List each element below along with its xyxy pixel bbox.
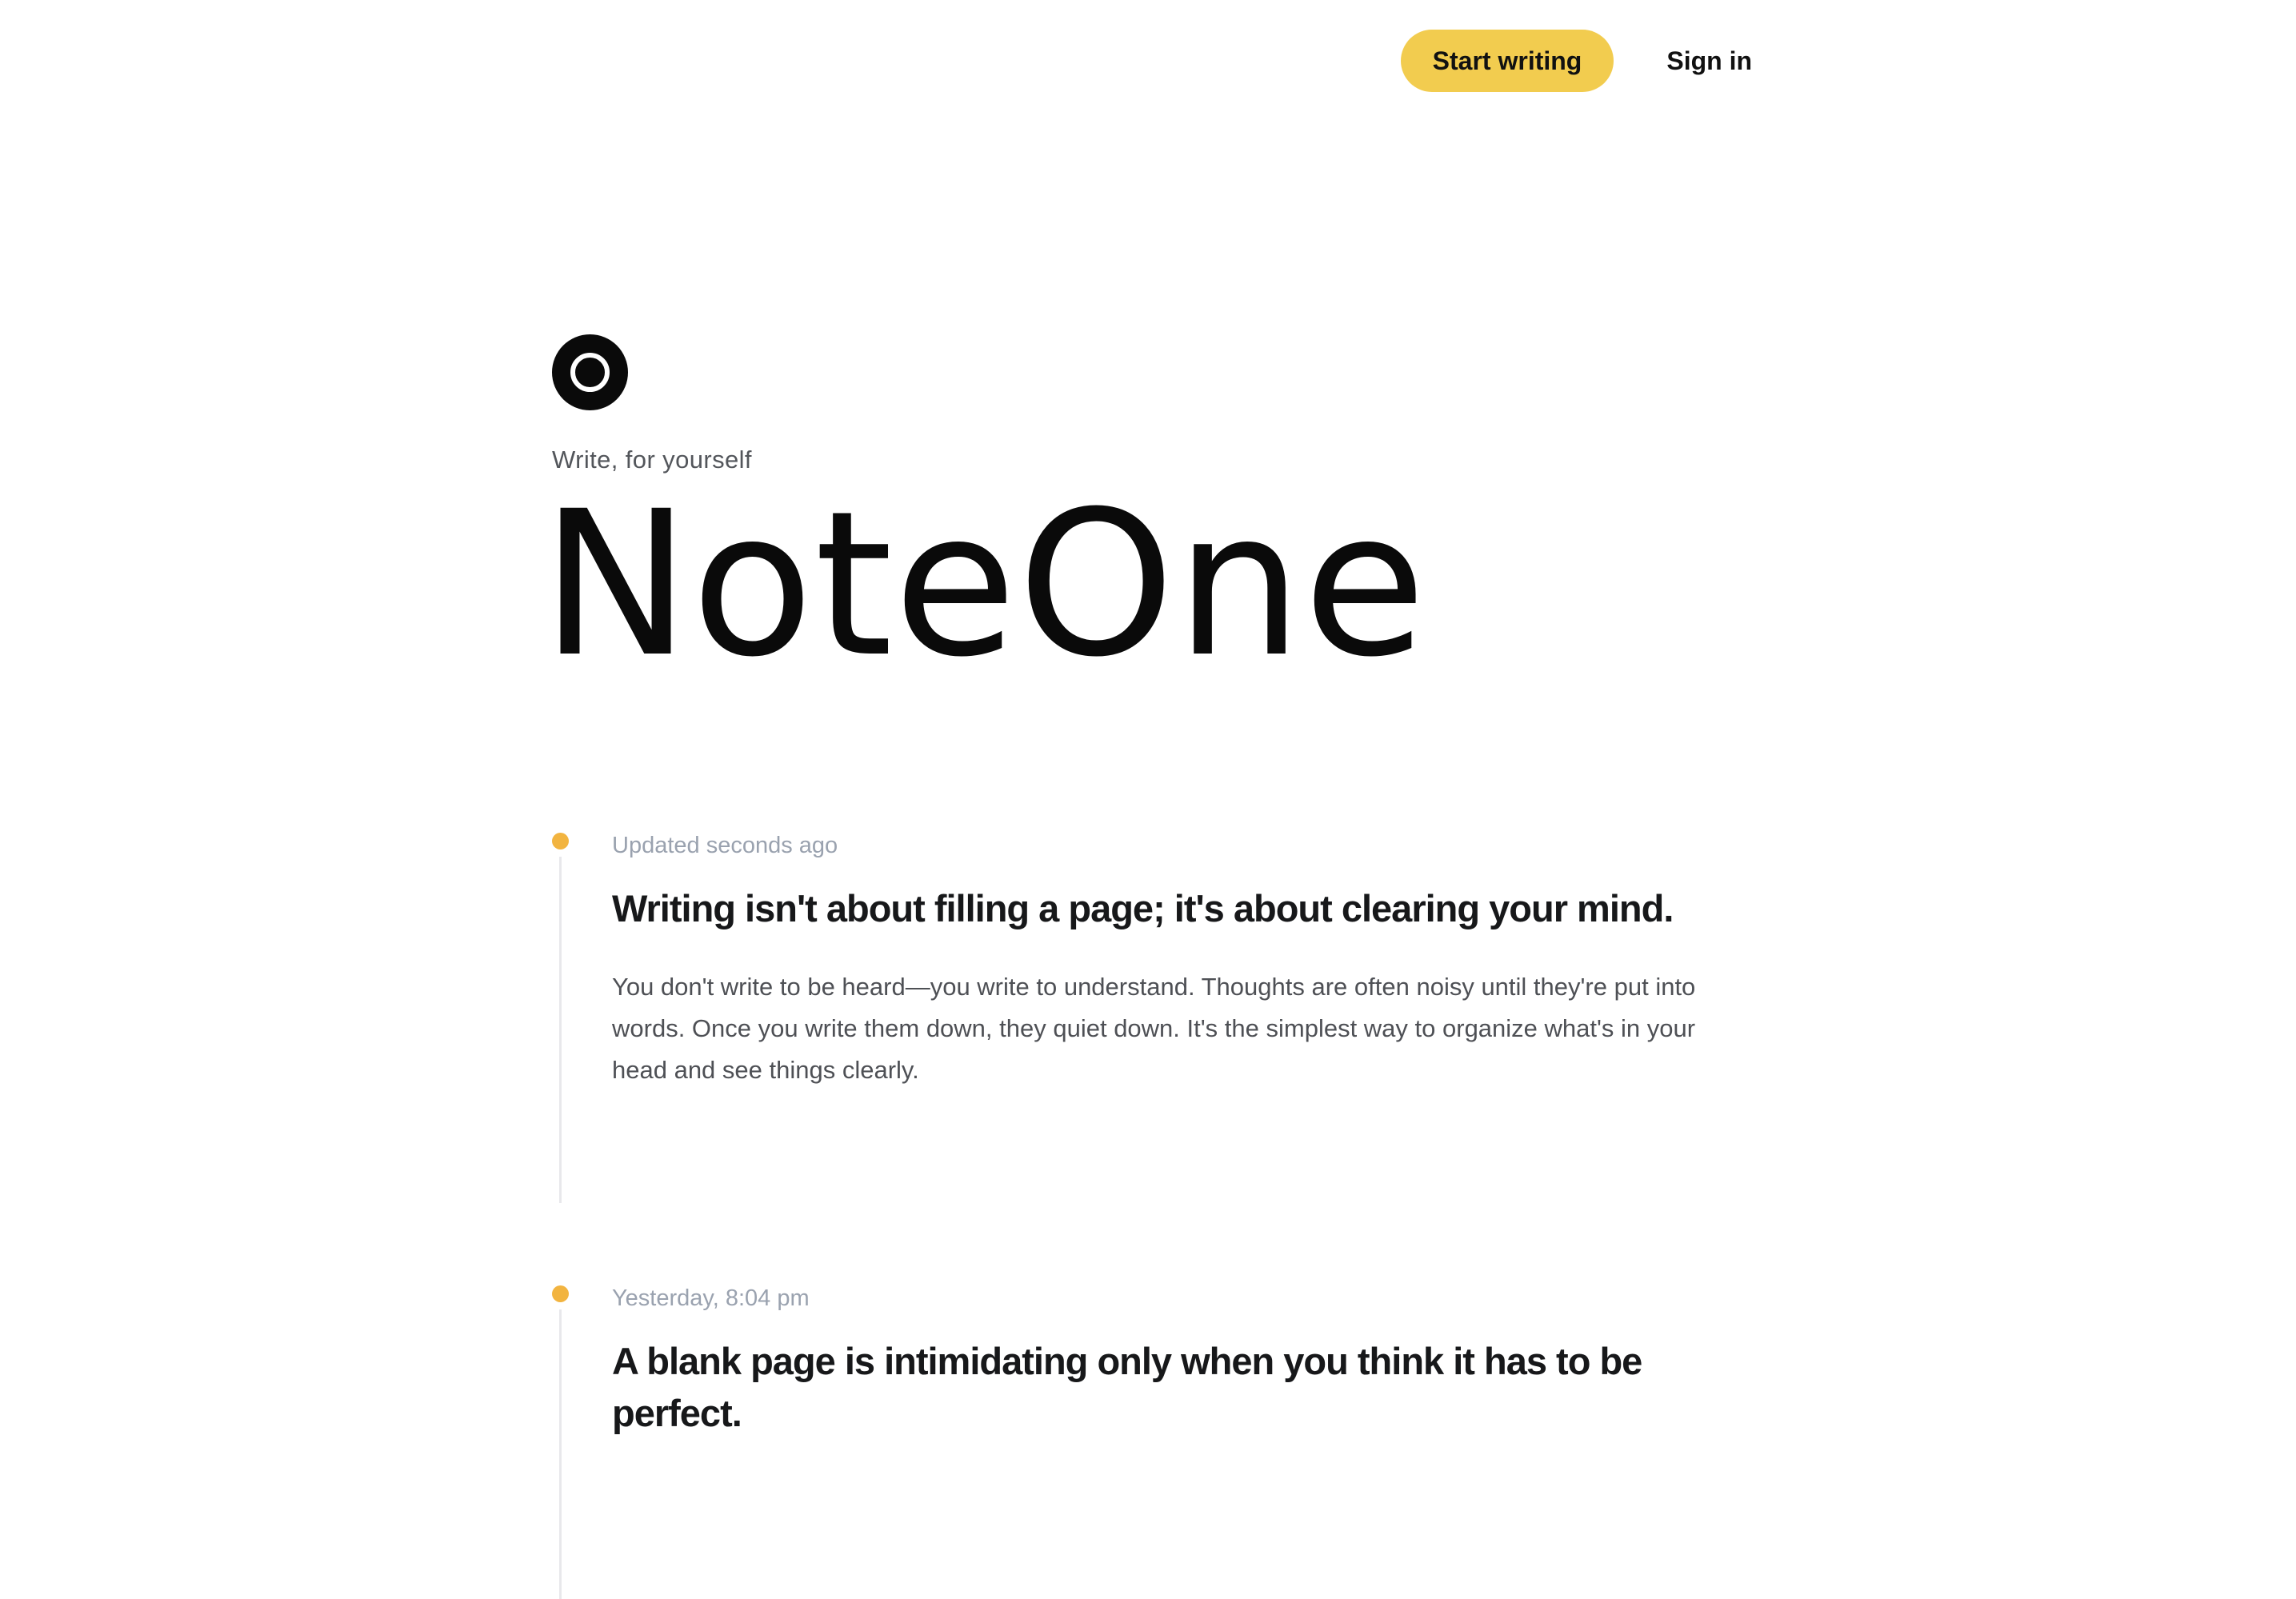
start-writing-button[interactable]: Start writing xyxy=(1401,30,1614,92)
hero-section xyxy=(541,334,1752,701)
note-timestamp: Yesterday, 8:04 pm xyxy=(612,1285,810,1311)
timeline-line xyxy=(559,1309,562,1599)
top-navigation xyxy=(544,0,1752,92)
page-container xyxy=(541,0,1752,1439)
timeline-dot-icon xyxy=(552,1285,569,1302)
timeline-line xyxy=(559,857,562,1203)
circle-ring-icon xyxy=(570,353,610,392)
note-entry xyxy=(544,1285,1752,1439)
note-timestamp: Updated seconds ago xyxy=(612,833,838,858)
brand-logo[interactable] xyxy=(552,334,628,410)
sign-in-link[interactable]: Sign in xyxy=(1666,46,1752,75)
hero-tagline: Write, for yourself xyxy=(552,446,752,474)
note-entry xyxy=(544,833,1752,1203)
timeline-dot-icon xyxy=(552,833,569,849)
note-title: Writing isn't about filling a page; it's about clearing your mind. xyxy=(612,887,1674,929)
note-body: You don't write to be heard—you write to understand. Thoughts are often noisy until they're put into words. Once you write them down, they quiet down. It's the simplest way to organize what's in your head and see things clearly. xyxy=(612,973,1696,1084)
note-title: A blank page is intimidating only when you think it has to be perfect. xyxy=(612,1340,1642,1434)
notes-timeline xyxy=(544,833,1752,1439)
app-title: NoteOne xyxy=(541,468,1427,701)
